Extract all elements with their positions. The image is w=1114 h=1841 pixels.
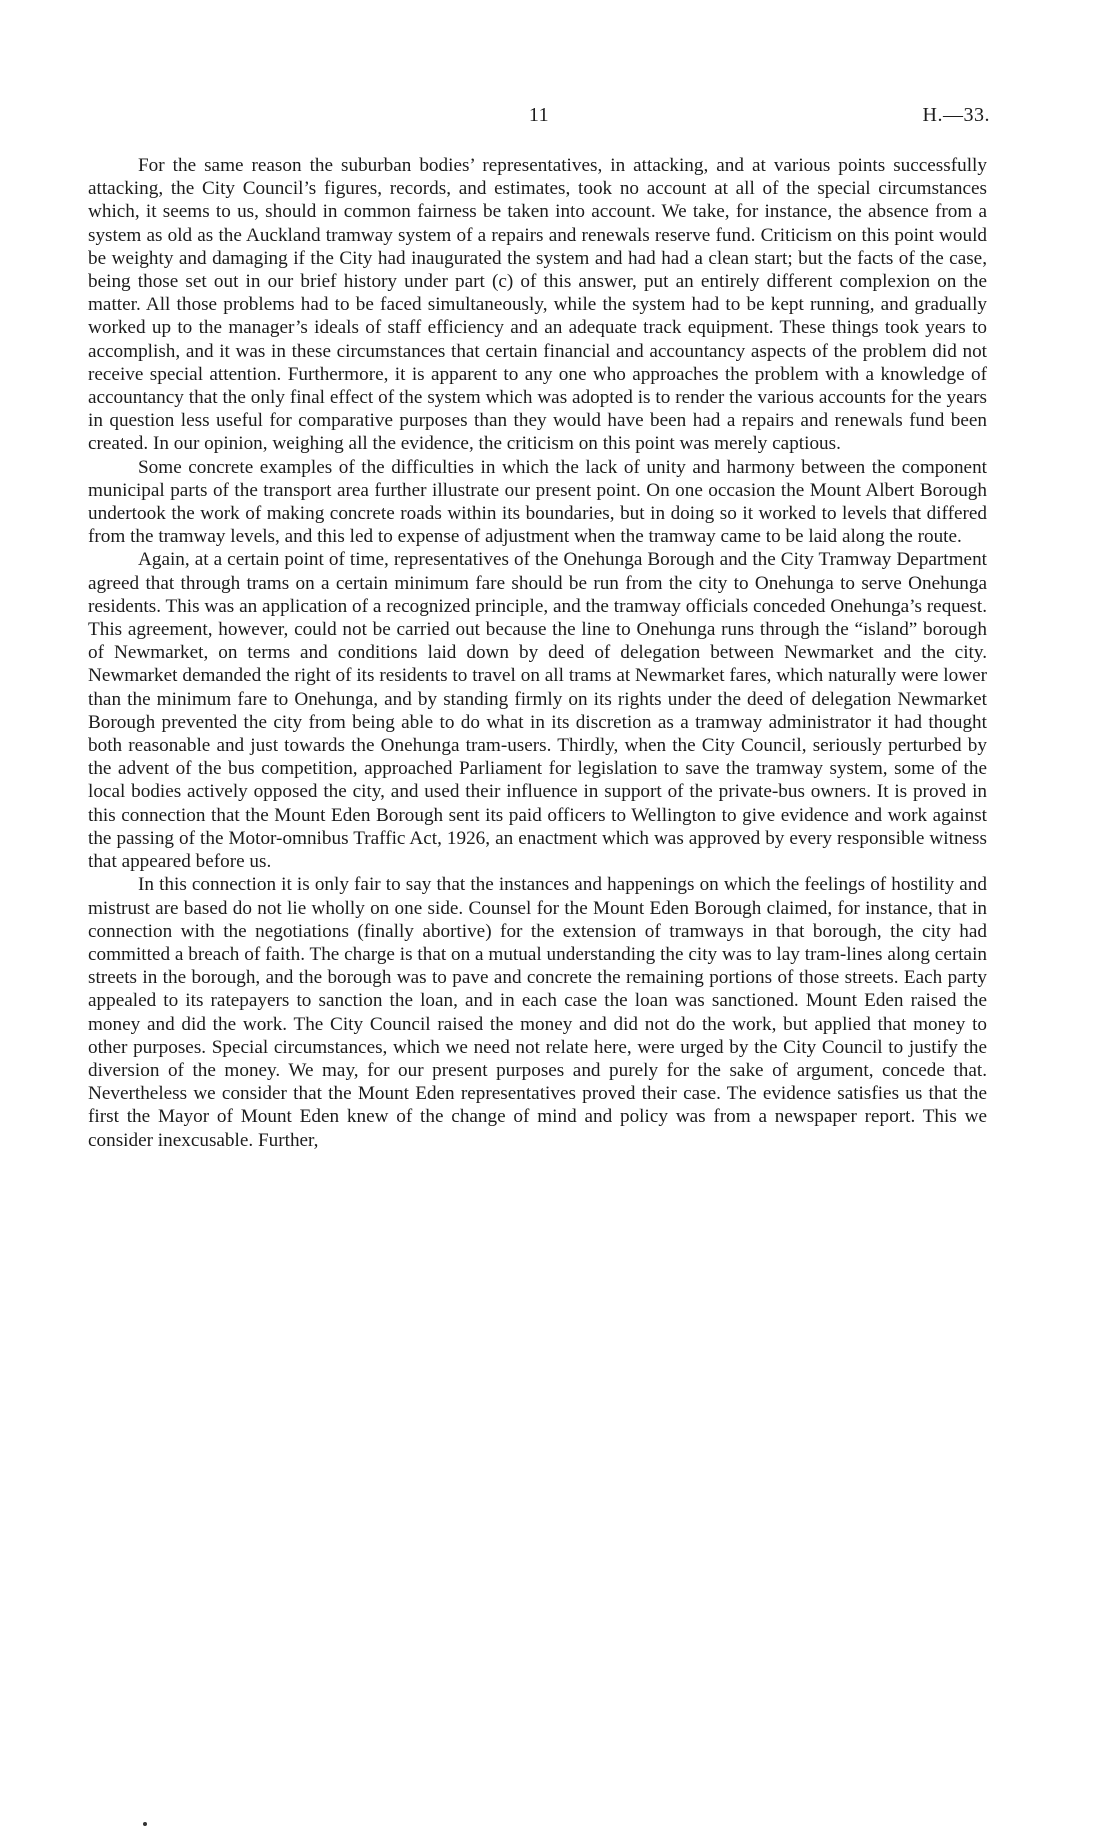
page-header bbox=[88, 104, 990, 132]
paragraph: For the same reason the suburban bodies’ representatives, in attacking, and at various points successfully attacking, the City Council’s figures, records, and estimates, took no account at all of the special circumstances which, it seems to us, should in common fairness be taken into account. We take, for instance, the absence from a system as old as the Auckland tramway system of a repairs and renewals reserve fund. Criticism on this point would be weighty and damaging if the City had inaugurated the system and had had a clean start; but the facts of the case, being those set out in our brief history under part (c) of this answer, put an entirely different complexion on the matter. All those problems had to be faced simultaneously, while the system had to be kept running, and gradually worked up to the manager’s ideals of staff efficiency and an adequate track equipment. These things took years to accomplish, and it was in these circumstances that certain financial and accountancy aspects of the problem did not receive special attention. Furthermore, it is apparent to any one who approaches the problem with a knowledge of accountancy that the only final effect of the system which was adopted is to render the various accounts for the years in question less useful for comparative purposes than they would have been had a repairs and renewals fund been created. In our opinion, weighing all the evidence, the criticism on this point was merely captious. bbox=[88, 155, 987, 455]
document-reference: H.—33. bbox=[922, 104, 990, 126]
body-text bbox=[88, 154, 987, 1152]
scan-speck bbox=[143, 1822, 147, 1826]
paragraph: In this connection it is only fair to say that the instances and happenings on which the feelings of hostility and mistrust are based do not lie wholly on one side. Counsel for the Mount Eden Borough claimed, for instance, that in connection with the negotiations (finally abortive) for the extension of tramways in that borough, the city had committed a breach of faith. The charge is that on a mutual understanding the city was to lay tram-lines along certain streets in the borough, and the borough was to pave and concrete the remaining portions of those streets. Each party appealed to its ratepayers to sanction the loan, and in each case the loan was sanctioned. Mount Eden raised the money and did the work. The City Council raised the money and did not do the work, but applied that money to other purposes. Special circumstances, which we need not relate here, were urged by the City Council to justify the diversion of the money. We may, for our present purposes and purely for the sake of argument, concede that. Nevertheless we consider that the Mount Eden representatives proved their case. The evidence satisfies us that the first the Mayor of Mount Eden knew of the change of mind and policy was from a newspaper report. This we consider inexcusable. Further, bbox=[88, 874, 987, 1151]
paragraph: Again, at a certain point of time, representatives of the Onehunga Borough and the City Tramway Department agreed that through trams on a certain minimum fare should be run from the city to Onehunga to serve Onehunga residents. This was an application of a recognized principle, and the tramway officials conceded Onehunga’s request. This agreement, however, could not be carried out because the line to Onehunga runs through the “island” borough of Newmarket, on terms and conditions laid down by deed of delegation between Newmarket and the city. Newmarket demanded the right of its residents to travel on all trams at Newmarket fares, which naturally were lower than the minimum fare to Onehunga, and by standing firmly on its rights under the deed of delegation Newmarket Borough prevented the city from being able to do what in its discretion as a tramway administrator it had thought both reasonable and just towards the Onehunga tram-users. Thirdly, when the City Council, seriously perturbed by the advent of the bus competition, approached Parliament for legislation to save the tramway system, some of the local bodies actively opposed the city, and used their influence in support of the private-bus owners. It is proved in this connection that the Mount Eden Borough sent its paid officers to Wellington to give evidence and work against the passing of the Motor-omnibus Traffic Act, 1926, an enactment which was approved by every responsible witness that appeared before us. bbox=[88, 549, 987, 873]
paragraph: Some concrete examples of the difficulties in which the lack of unity and harmony between the component municipal parts of the transport area further illustrate our present point. On one occasion the Mount Albert Borough undertook the work of making concrete roads within its boundaries, but in doing so it worked to levels that differed from the tramway levels, and this led to expense of adjustment when the tramway came to be laid along the route. bbox=[88, 456, 987, 548]
page-number: 11 bbox=[528, 104, 550, 126]
